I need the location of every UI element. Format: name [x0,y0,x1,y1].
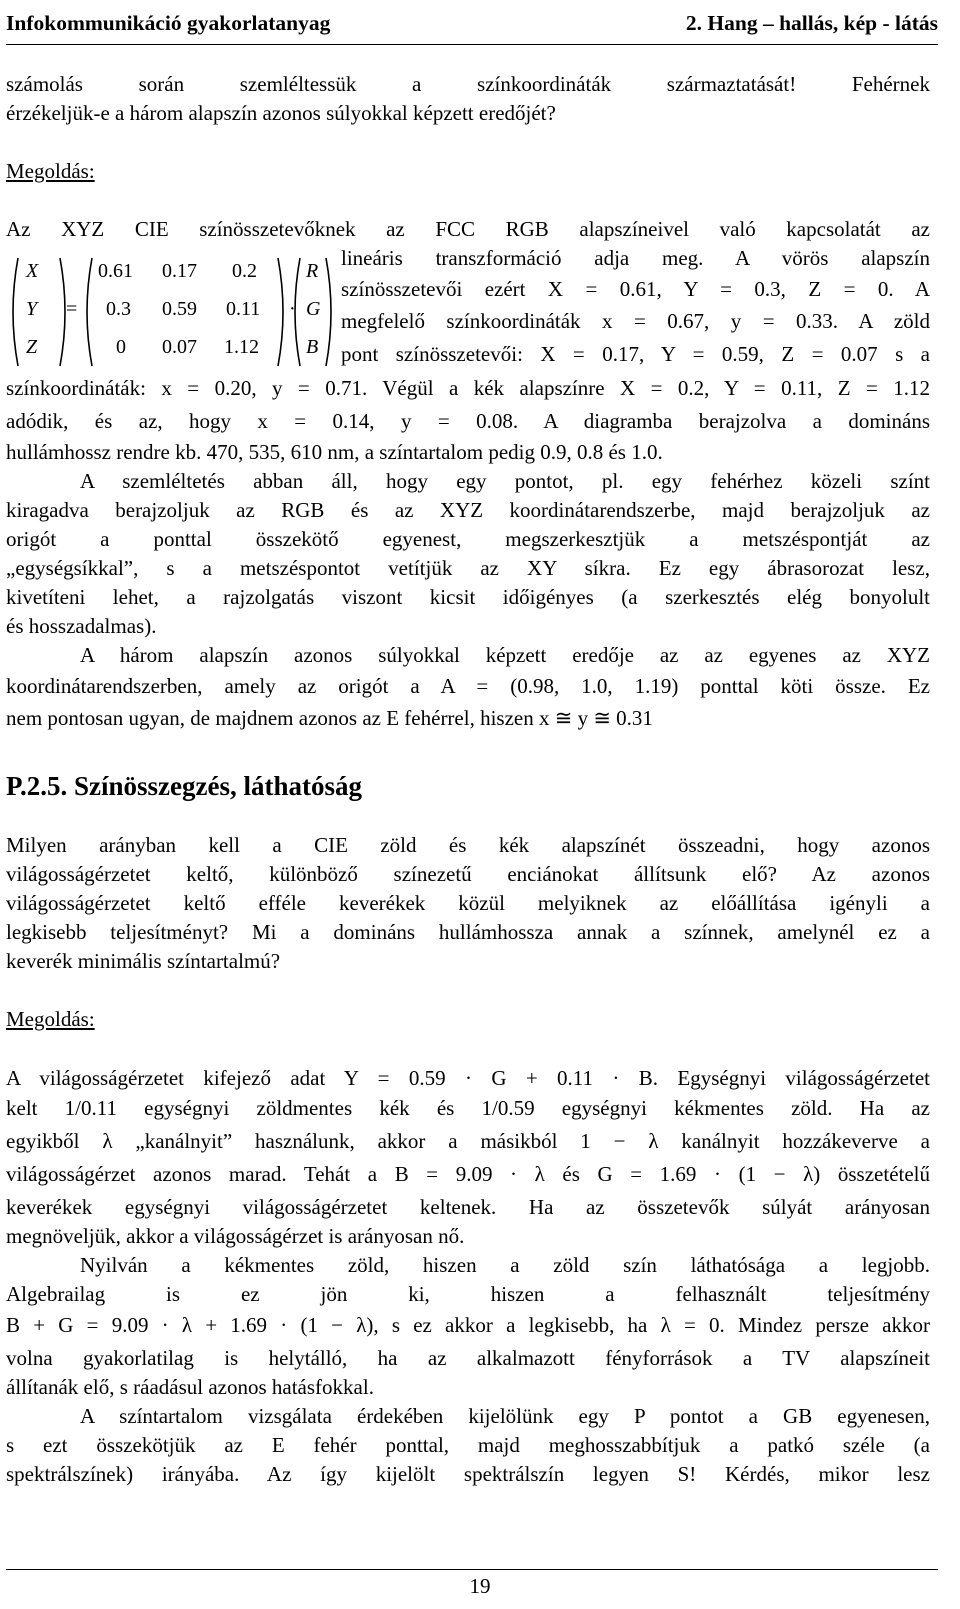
paragraph-line: világosságérzet azonos marad. Tehát a B = 9.09 · λ és G = 1.69 · (1 − λ) összetételű [6,1162,930,1186]
matrix-lhs-x: X [26,260,39,282]
paragraph-line: kivetíteni lehet, a rajzolgatás viszont kicsit időigényes (a szerkesztés elég bonyolult [6,585,930,609]
paragraph-line: kiragadva berajzoljuk az RGB és az XYZ koordinátarendszerbe, majd berajzoljuk az [6,498,930,522]
matrix-rhs-g: G [306,298,321,320]
matrix-dot: · [289,298,296,320]
paragraph-line: érzékeljük-e a három alapszín azonos súlyokkal képzett eredőjét? [6,101,556,125]
matrix-equals: = [66,298,78,320]
matrix-cell: 0.17 [162,260,197,282]
paragraph-line: A színtartalom vizsgálata érdekében kijelölünk egy P pontot a GB egyenesen, [80,1404,930,1428]
paragraph-line: egyikből λ „kanálnyit” használunk, akkor a másikból 1 − λ kanálnyit hozzákeverve a [6,1129,930,1153]
matrix-cell: 0.3 [106,298,131,320]
header-right: 2. Hang – hallás, kép - látás [685,10,938,35]
paragraph-line: állítanák elő, s ráadásul azonos hatásfokkal. [6,1375,374,1399]
paragraph-line: A szemléltetés abban áll, hogy egy pontot, pl. egy fehérhez közeli színt [80,469,930,493]
running-header [6,6,938,40]
paragraph-line: keverék minimális színtartalmú? [6,949,281,973]
paragraph-line: volna gyakorlatilag is helytálló, ha az alkalmazott fényforrások a TV alapszíneit [6,1346,930,1370]
paragraph-line: Az XYZ CIE színösszetevőknek az FCC RGB alapszíneivel való kapcsolatát az [6,217,930,241]
solution-label: Megoldás: [6,1007,95,1031]
matrix-rhs-b: B [306,336,319,358]
page-number: 19 [469,1574,491,1598]
footer-rule [6,1569,938,1570]
matrix-lhs-z: Z [26,336,38,358]
matrix-cell: 0.2 [232,260,257,282]
paragraph-line: adódik, és az, hogy x = 0.14, y = 0.08. A diagramba berajzolva a domináns [6,409,930,433]
paragraph-line: lineáris transzformáció adja meg. A vörös alapszín [341,246,930,270]
paragraph-line: s ezt összekötjük az E fehér ponttal, majd meghosszabbítjuk a patkó széle (a [6,1433,930,1457]
matrix-equation [6,254,336,370]
paragraph-line: világosságérzetet keltő, különböző színezetű enciánokat állítsunk elő? Az azonos [6,862,930,886]
paragraph-line: és hosszadalmas). [6,614,157,638]
paragraph-line: keverékek egységnyi világosságérzetet keltenek. Ha az összetevők súlyát arányosan [6,1195,930,1219]
paragraph-line: színkoordináták: x = 0.20, y = 0.71. Végül a kék alapszínre X = 0.2, Y = 0.11, Z = 1.12 [6,376,930,400]
paragraph-line: hullámhossz rendre kb. 470, 535, 610 nm, a színtartalom pedig 0.9, 0.8 és 1.0. [6,440,663,464]
paragraph-line: spektrálszínek) irányába. Az így kijelölt spektrálszín legyen S! Kérdés, mikor lesz [6,1462,930,1486]
matrix-lhs-y: Y [26,298,38,320]
matrix-cell: 0.11 [226,298,261,320]
section-title: P.2.5. Színösszegzés, láthatóság [6,771,362,801]
paragraph-line: pont színösszetevői: X = 0.17, Y = 0.59, Z = 0.07 s a [341,342,930,366]
paragraph-line: színösszetevői ezért X = 0.61, Y = 0.3, Z = 0. A [341,277,930,301]
paragraph-line: origót a ponttal összekötő egyenest, megszerkesztjük a metszéspontját az [6,527,930,551]
paragraph-line: „egységsíkkal”, s a metszéspontot vetítjük az XY síkra. Ez egy ábrasorozat lesz, [6,556,930,580]
paragraph-line: koordinátarendszerben, amely az origót a A = (0.98, 1.0, 1.19) ponttal köti össze. Ez [6,674,930,698]
solution-label: Megoldás: [6,159,95,183]
header-left: Infokommunikáció gyakorlatanyag [6,10,331,35]
paragraph-line: kelt 1/0.11 egységnyi zöldmentes kék és 1/0.59 egységnyi kékmentes zöld. Ha az [6,1096,930,1120]
paragraph-line: A három alapszín azonos súlyokkal képzett eredője az az egyenes az XYZ [80,643,930,667]
paragraph-line: B + G = 9.09 · λ + 1.69 · (1 − λ), s ez akkor a legkisebb, ha λ = 0. Mindez persze akkor [6,1313,930,1337]
paragraph-line: Milyen arányban kell a CIE zöld és kék alapszínét összeadni, hogy azonos [6,833,930,857]
matrix-rhs-r: R [306,260,319,282]
paragraph-line: világosságérzetet keltő efféle keverékek közül melyiknek az előállítása igényli a [6,891,930,915]
matrix-cell: 0 [116,336,126,358]
matrix-cell: 1.12 [224,336,259,358]
paragraph-line: megfelelő színkoordináták x = 0.67, y = 0.33. A zöld [341,309,930,333]
header-rule [6,44,938,45]
paragraph-line: A világosságérzetet kifejező adat Y = 0.59 · G + 0.11 · B. Egységnyi világosságérzetet [6,1066,930,1090]
paragraph-line: számolás során szemléltessük a színkoordináták származtatását! Fehérnek [6,72,930,96]
matrix-cell: 0.59 [162,298,197,320]
paragraph-line: Nyilván a kékmentes zöld, hiszen a zöld szín láthatósága a legjobb. [80,1253,930,1277]
paragraph-line: Algebrailag is ez jön ki, hiszen a felhasznált teljesítmény [6,1282,930,1306]
paragraph-line: nem pontosan ugyan, de majdnem azonos az E fehérrel, hiszen x ≅ y ≅ 0.31 [6,706,653,730]
paragraph-line: megnöveljük, akkor a világosságérzet is arányosan nő. [6,1224,465,1248]
matrix-cell: 0.61 [98,260,133,282]
matrix-cell: 0.07 [162,336,197,358]
paragraph-line: legkisebb teljesítményt? Mi a domináns hullámhossza annak a színnek, amelynél ez a [6,920,930,944]
